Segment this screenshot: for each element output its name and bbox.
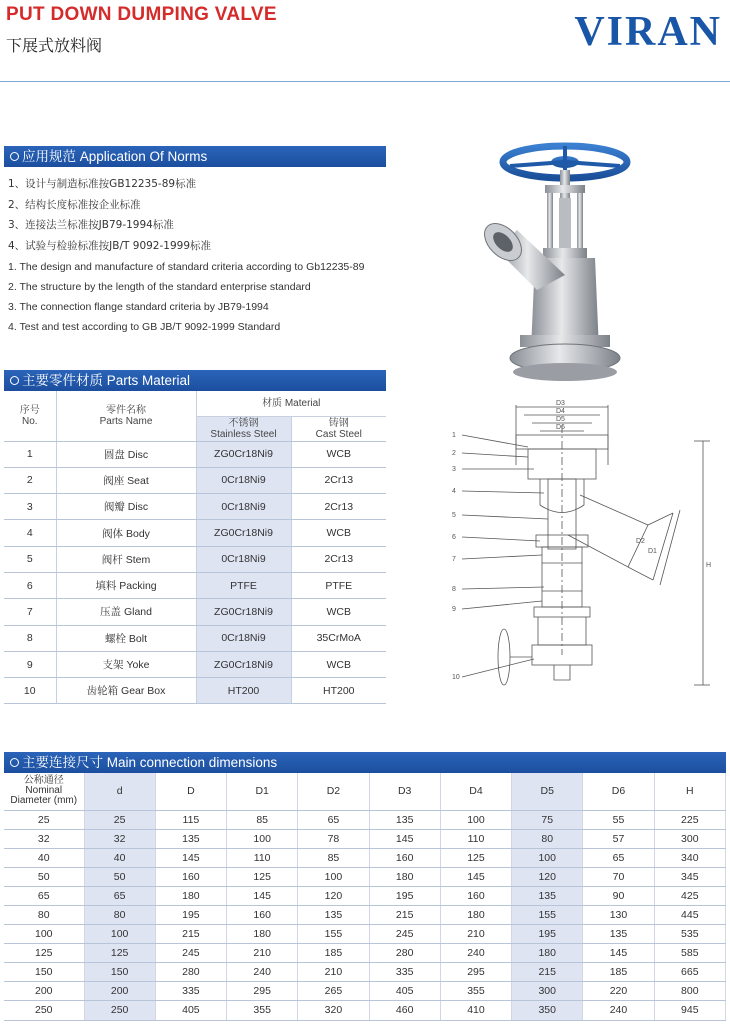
dimensions-cell: 340 — [654, 848, 725, 867]
dimensions-cell: 135 — [298, 905, 369, 924]
parts-cell-name: 圆盘 Disc — [56, 441, 196, 467]
parts-cell-name: 螺栓 Bolt — [56, 625, 196, 651]
dimensions-cell: 215 — [155, 925, 226, 944]
parts-cell-ss: HT200 — [196, 678, 291, 704]
dimensions-cell: 355 — [227, 1001, 298, 1020]
dimensions-cell: 200 — [84, 982, 155, 1001]
header-col-d1: D1 — [227, 773, 298, 810]
dim-label-h: H — [706, 562, 712, 569]
callout-2: 2 — [452, 450, 456, 457]
header-stainless-en: Stainless Steel — [210, 428, 277, 440]
dimensions-table-body — [4, 810, 726, 1020]
parts-cell-no: 1 — [4, 441, 56, 467]
dim-label-d5: D5 — [556, 416, 565, 423]
callout-5: 5 — [452, 512, 456, 519]
header-col-d2: D2 — [298, 773, 369, 810]
header-name-cn: 零件名称 — [106, 404, 146, 416]
dimensions-cell: 65 — [84, 886, 155, 905]
parts-cell-cs: 2Cr13 — [291, 494, 386, 520]
dimensions-cell: 320 — [298, 1001, 369, 1020]
header-divider — [0, 81, 730, 82]
parts-heading: 主要零件材质 Parts Material — [22, 373, 191, 388]
norms-heading-bar — [4, 146, 386, 167]
dimensions-cell: 120 — [512, 867, 583, 886]
dimensions-cell: 300 — [512, 982, 583, 1001]
dimensions-cell: 150 — [84, 963, 155, 982]
dimensions-cell: 65 — [4, 886, 84, 905]
header-cast — [291, 416, 386, 441]
norm-cn-3: 3、连接法兰标准按JB79-1994标准 — [8, 219, 174, 231]
dimensions-table — [4, 773, 726, 1021]
dimensions-cell: 265 — [298, 982, 369, 1001]
dimensions-cell: 185 — [298, 944, 369, 963]
dimensions-cell: 345 — [654, 867, 725, 886]
valve-photo — [475, 140, 650, 385]
parts-cell-no: 6 — [4, 572, 56, 598]
dimensions-row — [4, 1001, 726, 1020]
dim-label-d3: D3 — [556, 400, 565, 407]
dimensions-cell: 145 — [369, 829, 440, 848]
parts-row — [4, 678, 386, 704]
dimensions-cell: 80 — [512, 829, 583, 848]
parts-cell-no: 9 — [4, 651, 56, 677]
dimensions-cell: 445 — [654, 905, 725, 924]
parts-cell-cs: WCB — [291, 441, 386, 467]
dimensions-cell: 350 — [512, 1001, 583, 1020]
dimensions-cell: 945 — [654, 1001, 725, 1020]
parts-cell-ss: 0Cr18Ni9 — [196, 494, 291, 520]
dimensions-cell: 125 — [4, 944, 84, 963]
parts-cell-no: 2 — [4, 467, 56, 493]
dimensions-cell: 80 — [4, 905, 84, 924]
dimensions-cell: 25 — [84, 810, 155, 829]
dimensions-cell: 200 — [4, 982, 84, 1001]
norm-cn-4: 4、试验与检验标准按JB/T 9092-1999标准 — [8, 239, 212, 252]
parts-row — [4, 651, 386, 677]
callout-8: 8 — [452, 586, 456, 593]
header-stainless-cn: 不锈钢 — [228, 417, 259, 429]
header-stainless — [196, 416, 291, 441]
dimensions-row — [4, 867, 726, 886]
header-col-h: H — [654, 773, 725, 810]
circle-bullet-icon — [10, 152, 19, 161]
dimensions-cell: 145 — [583, 944, 654, 963]
norms-list-cn — [8, 176, 211, 258]
dimensions-cell: 160 — [155, 867, 226, 886]
dimensions-cell: 40 — [4, 848, 84, 867]
dimensions-cell: 195 — [369, 886, 440, 905]
parts-cell-cs: 2Cr13 — [291, 546, 386, 572]
dimensions-cell: 100 — [4, 925, 84, 944]
dimensions-cell: 75 — [512, 810, 583, 829]
callout-4: 4 — [452, 488, 456, 495]
header-material: 材质 Material — [196, 391, 386, 416]
header-cast-en: Cast Steel — [315, 428, 362, 440]
dimensions-cell: 295 — [227, 982, 298, 1001]
dim-label-d6: D6 — [556, 424, 565, 431]
parts-cell-ss: ZG0Cr18Ni9 — [196, 520, 291, 546]
dimensions-cell: 125 — [227, 867, 298, 886]
dims-heading-bar — [4, 752, 726, 773]
callout-9: 9 — [452, 606, 456, 613]
parts-cell-name: 阀座 Seat — [56, 467, 196, 493]
header-col-d3: D3 — [369, 773, 440, 810]
dimensions-cell: 240 — [440, 944, 511, 963]
dimensions-row — [4, 925, 726, 944]
parts-cell-name: 支架 Yoke — [56, 651, 196, 677]
dimensions-cell: 70 — [583, 867, 654, 886]
parts-row — [4, 625, 386, 651]
dimensions-cell: 535 — [654, 925, 725, 944]
dimensions-cell: 280 — [155, 963, 226, 982]
dimensions-cell: 280 — [369, 944, 440, 963]
header-col-d: D — [155, 773, 226, 810]
dimensions-cell: 295 — [440, 963, 511, 982]
dimensions-row — [4, 886, 726, 905]
dimensions-cell: 25 — [4, 810, 84, 829]
dim-label-d4: D4 — [556, 408, 565, 415]
norms-heading: 应用规范 Application Of Norms — [22, 149, 208, 164]
dimensions-cell: 115 — [155, 810, 226, 829]
dimensions-cell: 155 — [298, 925, 369, 944]
parts-cell-ss: PTFE — [196, 572, 291, 598]
dimensions-cell: 335 — [369, 963, 440, 982]
dimensions-cell: 135 — [155, 829, 226, 848]
dimensions-cell: 355 — [440, 982, 511, 1001]
parts-cell-ss: ZG0Cr18Ni9 — [196, 599, 291, 625]
dimensions-cell: 78 — [298, 829, 369, 848]
parts-row — [4, 520, 386, 546]
dimensions-cell: 145 — [227, 886, 298, 905]
dimensions-cell: 220 — [583, 982, 654, 1001]
parts-cell-ss: ZG0Cr18Ni9 — [196, 651, 291, 677]
callout-10: 10 — [452, 674, 460, 681]
dimensions-cell: 180 — [440, 905, 511, 924]
title-cn: 下展式放料阀 — [6, 36, 103, 55]
header-nominal — [4, 773, 84, 810]
dimensions-cell: 160 — [369, 848, 440, 867]
dimensions-cell: 90 — [583, 886, 654, 905]
norms-list-en — [8, 261, 364, 341]
dimensions-cell: 80 — [84, 905, 155, 924]
parts-cell-cs: 2Cr13 — [291, 467, 386, 493]
parts-cell-name: 阀杆 Stem — [56, 546, 196, 572]
dim-label-d1: D1 — [648, 548, 657, 555]
dimensions-cell: 180 — [369, 867, 440, 886]
dimensions-cell: 125 — [84, 944, 155, 963]
dimensions-cell: 300 — [654, 829, 725, 848]
title-en: PUT DOWN DUMPING VALVE — [6, 4, 277, 25]
dimensions-cell: 210 — [298, 963, 369, 982]
dimensions-cell: 425 — [654, 886, 725, 905]
dimensions-cell: 185 — [583, 963, 654, 982]
dimensions-cell: 195 — [512, 925, 583, 944]
header-name — [56, 391, 196, 441]
dimensions-cell: 65 — [298, 810, 369, 829]
norm-en-4: 4. Test and test according to GB JB/T 9092-1999 Standard — [8, 321, 281, 333]
dimensions-cell: 135 — [369, 810, 440, 829]
dim-label-d2: D2 — [636, 538, 645, 545]
callout-6: 6 — [452, 534, 456, 541]
dimensions-cell: 585 — [654, 944, 725, 963]
parts-cell-name: 压盖 Gland — [56, 599, 196, 625]
valve-drawing — [448, 395, 730, 695]
parts-cell-cs: PTFE — [291, 572, 386, 598]
callout-3: 3 — [452, 466, 456, 473]
dimensions-cell: 210 — [227, 944, 298, 963]
dimensions-cell: 125 — [440, 848, 511, 867]
dimensions-cell: 55 — [583, 810, 654, 829]
norm-en-1: 1. The design and manufacture of standard criteria according to Gb12235-89 — [8, 261, 365, 273]
dimensions-cell: 250 — [4, 1001, 84, 1020]
dimensions-cell: 57 — [583, 829, 654, 848]
parts-row — [4, 441, 386, 467]
parts-row — [4, 572, 386, 598]
parts-cell-name: 齿轮箱 Gear Box — [56, 678, 196, 704]
dimensions-cell: 150 — [4, 963, 84, 982]
header-nominal-en1: Nominal — [25, 785, 63, 797]
dimensions-cell: 100 — [84, 925, 155, 944]
header-name-en: Parts Name — [99, 415, 153, 427]
parts-cell-name: 阀瓣 Disc — [56, 494, 196, 520]
header-cast-cn: 铸钢 — [328, 417, 349, 429]
dimensions-cell: 100 — [227, 829, 298, 848]
dimensions-cell: 145 — [155, 848, 226, 867]
norm-cn-1: 1、设计与制造标准按GB12235-89标准 — [8, 178, 197, 190]
header-col-d: d — [84, 773, 155, 810]
dimensions-cell: 85 — [298, 848, 369, 867]
dimensions-row — [4, 829, 726, 848]
parts-cell-ss: 0Cr18Ni9 — [196, 625, 291, 651]
parts-cell-ss: 0Cr18Ni9 — [196, 546, 291, 572]
dimensions-cell: 160 — [227, 905, 298, 924]
dimensions-cell: 145 — [440, 867, 511, 886]
dimensions-cell: 405 — [155, 1001, 226, 1020]
dimensions-cell: 135 — [583, 925, 654, 944]
parts-cell-no: 4 — [4, 520, 56, 546]
parts-row — [4, 494, 386, 520]
header-no — [4, 391, 56, 441]
dimensions-cell: 240 — [227, 963, 298, 982]
header-col-d6: D6 — [583, 773, 654, 810]
parts-table-body — [4, 441, 386, 704]
dimensions-cell: 110 — [227, 848, 298, 867]
dimensions-header-row — [4, 773, 726, 810]
dimensions-cell: 180 — [155, 886, 226, 905]
dimensions-cell: 225 — [654, 810, 725, 829]
dimensions-cell: 405 — [369, 982, 440, 1001]
parts-cell-ss: ZG0Cr18Ni9 — [196, 441, 291, 467]
norm-en-3: 3. The connection flange standard criteria by JB79-1994 — [8, 301, 269, 313]
dimensions-cell: 100 — [512, 848, 583, 867]
parts-cell-cs: WCB — [291, 651, 386, 677]
parts-cell-no: 3 — [4, 494, 56, 520]
parts-row — [4, 599, 386, 625]
dimensions-row — [4, 905, 726, 924]
parts-cell-no: 8 — [4, 625, 56, 651]
parts-row — [4, 467, 386, 493]
dimensions-row — [4, 963, 726, 982]
dimensions-cell: 65 — [583, 848, 654, 867]
parts-cell-no: 10 — [4, 678, 56, 704]
parts-cell-ss: 0Cr18Ni9 — [196, 467, 291, 493]
dimensions-cell: 800 — [654, 982, 725, 1001]
dimensions-cell: 460 — [369, 1001, 440, 1020]
parts-cell-name: 阀体 Body — [56, 520, 196, 546]
dimensions-cell: 215 — [369, 905, 440, 924]
dimensions-cell: 335 — [155, 982, 226, 1001]
parts-material-table — [4, 391, 386, 704]
dimensions-cell: 245 — [155, 944, 226, 963]
parts-heading-bar — [4, 370, 386, 391]
header-nominal-cn: 公称通径 — [23, 775, 64, 787]
dimensions-row — [4, 810, 726, 829]
parts-row — [4, 546, 386, 572]
parts-cell-no: 5 — [4, 546, 56, 572]
callout-1: 1 — [452, 432, 456, 439]
dimensions-cell: 180 — [227, 925, 298, 944]
dimensions-cell: 245 — [369, 925, 440, 944]
brand-logo: VIRAN — [574, 9, 722, 55]
dimensions-row — [4, 848, 726, 867]
parts-cell-cs: WCB — [291, 520, 386, 546]
dimensions-cell: 130 — [583, 905, 654, 924]
dimensions-cell: 155 — [512, 905, 583, 924]
dimensions-cell: 135 — [512, 886, 583, 905]
header-col-d5: D5 — [512, 773, 583, 810]
dimensions-cell: 40 — [84, 848, 155, 867]
dimensions-cell: 250 — [84, 1001, 155, 1020]
dimensions-cell: 85 — [227, 810, 298, 829]
circle-bullet-icon — [10, 376, 19, 385]
header-no-cn: 序号 — [19, 404, 40, 416]
parts-cell-name: 填料 Packing — [56, 572, 196, 598]
dimensions-cell: 120 — [298, 886, 369, 905]
norm-en-2: 2. The structure by the length of the standard enterprise standard — [8, 281, 311, 293]
dimensions-cell: 665 — [654, 963, 725, 982]
dimensions-cell: 180 — [512, 944, 583, 963]
header-col-d4: D4 — [440, 773, 511, 810]
dimensions-cell: 240 — [583, 1001, 654, 1020]
dimensions-cell: 50 — [84, 867, 155, 886]
dimensions-cell: 160 — [440, 886, 511, 905]
header-no-en: No. — [21, 415, 38, 427]
circle-bullet-icon — [10, 758, 19, 767]
parts-cell-cs: HT200 — [291, 678, 386, 704]
header-nominal-en2: Diameter (mm) — [10, 795, 78, 807]
dimensions-cell: 410 — [440, 1001, 511, 1020]
callout-7: 7 — [452, 556, 456, 563]
dimensions-cell: 100 — [440, 810, 511, 829]
dimensions-cell: 32 — [84, 829, 155, 848]
dimensions-row — [4, 944, 726, 963]
dimensions-cell: 32 — [4, 829, 84, 848]
dimensions-cell: 110 — [440, 829, 511, 848]
parts-cell-cs: WCB — [291, 599, 386, 625]
dimensions-cell: 100 — [298, 867, 369, 886]
parts-cell-no: 7 — [4, 599, 56, 625]
dimensions-cell: 50 — [4, 867, 84, 886]
dimensions-cell: 195 — [155, 905, 226, 924]
dimensions-row — [4, 982, 726, 1001]
norm-cn-2: 2、结构长度标准按企业标准 — [8, 198, 141, 211]
dims-heading: 主要连接尺寸 Main connection dimensions — [22, 755, 278, 770]
dimensions-cell: 215 — [512, 963, 583, 982]
parts-cell-cs: 35CrMoA — [291, 625, 386, 651]
dimensions-cell: 210 — [440, 925, 511, 944]
